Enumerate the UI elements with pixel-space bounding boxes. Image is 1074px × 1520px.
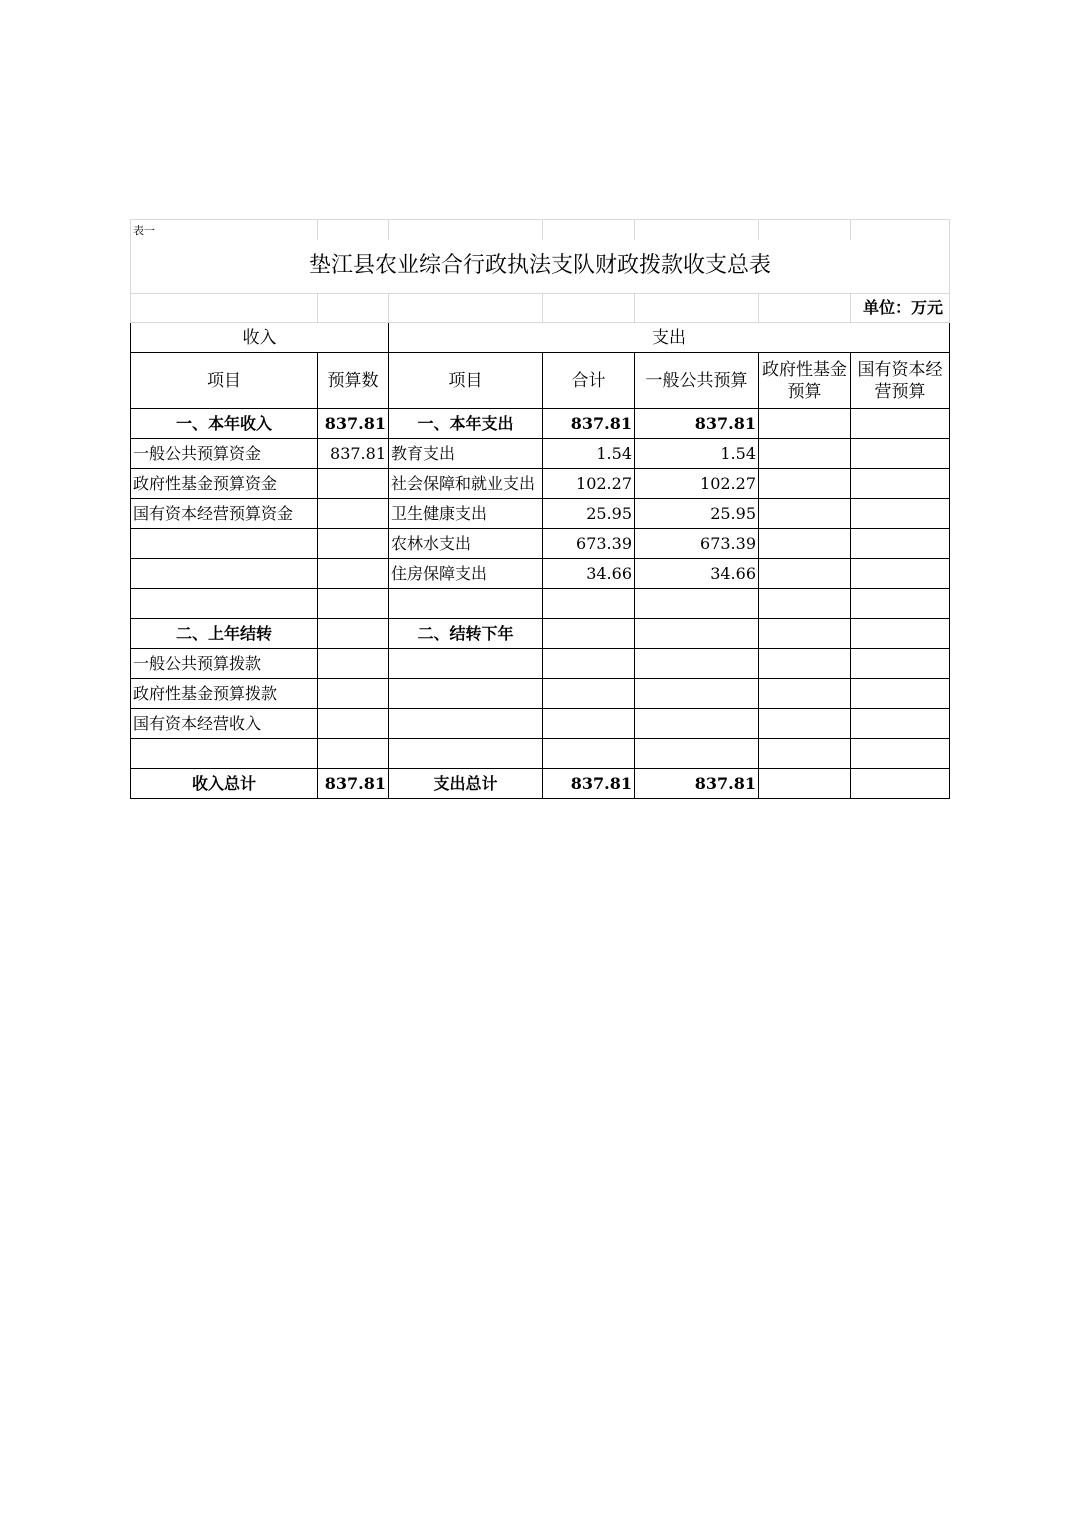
income-amount-cell <box>318 469 389 499</box>
income-item-cell <box>131 739 318 769</box>
header-total: 合计 <box>543 353 635 409</box>
gov-fund-cell <box>759 709 851 739</box>
gov-fund-cell <box>759 439 851 469</box>
state-capital-cell <box>851 469 950 499</box>
gov-fund-cell <box>759 769 851 799</box>
expense-total-cell: 837.81 <box>543 769 635 799</box>
gov-fund-cell <box>759 739 851 769</box>
expense-total-cell: 102.27 <box>543 469 635 499</box>
expense-item-cell: 住房保障支出 <box>389 559 543 589</box>
expense-total-cell: 1.54 <box>543 439 635 469</box>
expense-total-cell: 25.95 <box>543 499 635 529</box>
table-row <box>131 439 950 469</box>
income-item-cell <box>131 529 318 559</box>
table-row <box>131 619 950 649</box>
income-amount-cell: 837.81 <box>318 439 389 469</box>
income-amount-cell <box>318 679 389 709</box>
gov-fund-cell <box>759 559 851 589</box>
expense-item-cell: 农林水支出 <box>389 529 543 559</box>
income-amount-cell <box>318 739 389 769</box>
state-capital-cell <box>851 709 950 739</box>
general-budget-cell: 673.39 <box>635 529 759 559</box>
table-row <box>131 559 950 589</box>
general-budget-cell <box>635 589 759 619</box>
header-general-budget: 一般公共预算 <box>635 353 759 409</box>
expense-total-cell <box>543 649 635 679</box>
table-row <box>131 769 950 799</box>
gov-fund-cell <box>759 409 851 439</box>
general-budget-cell: 34.66 <box>635 559 759 589</box>
table-row <box>131 409 950 439</box>
expense-total-cell: 837.81 <box>543 409 635 439</box>
income-item-cell: 政府性基金预算资金 <box>131 469 318 499</box>
general-budget-cell <box>635 679 759 709</box>
income-item-cell <box>131 589 318 619</box>
table-label: 表一 <box>131 220 318 240</box>
expense-total-cell <box>543 679 635 709</box>
general-budget-cell: 102.27 <box>635 469 759 499</box>
general-budget-cell: 25.95 <box>635 499 759 529</box>
state-capital-cell <box>851 679 950 709</box>
table-row <box>131 469 950 499</box>
state-capital-cell <box>851 559 950 589</box>
gov-fund-cell <box>759 499 851 529</box>
general-budget-cell: 837.81 <box>635 769 759 799</box>
income-amount-cell: 837.81 <box>318 769 389 799</box>
unit-label: 单位：万元 <box>851 294 950 323</box>
gov-fund-cell <box>759 589 851 619</box>
income-amount-cell <box>318 649 389 679</box>
gov-fund-cell <box>759 619 851 649</box>
table-row <box>131 709 950 739</box>
expense-total-cell <box>543 589 635 619</box>
table-row <box>131 499 950 529</box>
expense-total-cell <box>543 619 635 649</box>
gov-fund-cell <box>759 469 851 499</box>
income-amount-cell <box>318 529 389 559</box>
expense-item-cell <box>389 679 543 709</box>
header-gov-fund-budget: 政府性基金预算 <box>759 353 851 409</box>
expense-item-cell: 一、本年支出 <box>389 409 543 439</box>
income-item-cell: 收入总计 <box>131 769 318 799</box>
expense-item-cell: 二、结转下年 <box>389 619 543 649</box>
expense-total-cell <box>543 709 635 739</box>
expense-total-cell <box>543 739 635 769</box>
gov-fund-cell <box>759 529 851 559</box>
expense-item-cell <box>389 709 543 739</box>
income-amount-cell <box>318 559 389 589</box>
income-amount-cell <box>318 709 389 739</box>
expense-item-cell <box>389 739 543 769</box>
general-budget-cell <box>635 739 759 769</box>
expense-item-cell <box>389 589 543 619</box>
table-row <box>131 739 950 769</box>
income-amount-cell <box>318 499 389 529</box>
table-title: 垫江县农业综合行政执法支队财政拨款收支总表 <box>131 240 950 294</box>
income-item-cell: 一般公共预算拨款 <box>131 649 318 679</box>
expense-item-cell <box>389 649 543 679</box>
state-capital-cell <box>851 589 950 619</box>
income-item-cell: 国有资本经营预算资金 <box>131 499 318 529</box>
expense-item-cell: 支出总计 <box>389 769 543 799</box>
state-capital-cell <box>851 619 950 649</box>
income-item-cell: 一般公共预算资金 <box>131 439 318 469</box>
expense-item-cell: 社会保障和就业支出 <box>389 469 543 499</box>
state-capital-cell <box>851 499 950 529</box>
section-expense: 支出 <box>389 323 950 353</box>
state-capital-cell <box>851 769 950 799</box>
gov-fund-cell <box>759 649 851 679</box>
income-item-cell: 国有资本经营收入 <box>131 709 318 739</box>
header-state-capital-budget: 国有资本经营预算 <box>851 353 950 409</box>
table-row <box>131 529 950 559</box>
income-item-cell <box>131 559 318 589</box>
table-row <box>131 649 950 679</box>
header-income-item: 项目 <box>131 353 318 409</box>
income-amount-cell <box>318 619 389 649</box>
general-budget-cell <box>635 649 759 679</box>
income-amount-cell: 837.81 <box>318 409 389 439</box>
table-row <box>131 679 950 709</box>
state-capital-cell <box>851 529 950 559</box>
budget-summary-table <box>130 219 950 799</box>
income-item-cell: 二、上年结转 <box>131 619 318 649</box>
state-capital-cell <box>851 739 950 769</box>
header-budget-amount: 预算数 <box>318 353 389 409</box>
general-budget-cell <box>635 619 759 649</box>
expense-total-cell: 34.66 <box>543 559 635 589</box>
gov-fund-cell <box>759 679 851 709</box>
expense-item-cell: 卫生健康支出 <box>389 499 543 529</box>
income-amount-cell <box>318 589 389 619</box>
expense-item-cell: 教育支出 <box>389 439 543 469</box>
expense-total-cell: 673.39 <box>543 529 635 559</box>
income-item-cell: 一、本年收入 <box>131 409 318 439</box>
general-budget-cell: 837.81 <box>635 409 759 439</box>
general-budget-cell: 1.54 <box>635 439 759 469</box>
state-capital-cell <box>851 439 950 469</box>
general-budget-cell <box>635 709 759 739</box>
income-item-cell: 政府性基金预算拨款 <box>131 679 318 709</box>
header-expense-item: 项目 <box>389 353 543 409</box>
state-capital-cell <box>851 409 950 439</box>
table-row <box>131 589 950 619</box>
section-income: 收入 <box>131 323 389 353</box>
state-capital-cell <box>851 649 950 679</box>
